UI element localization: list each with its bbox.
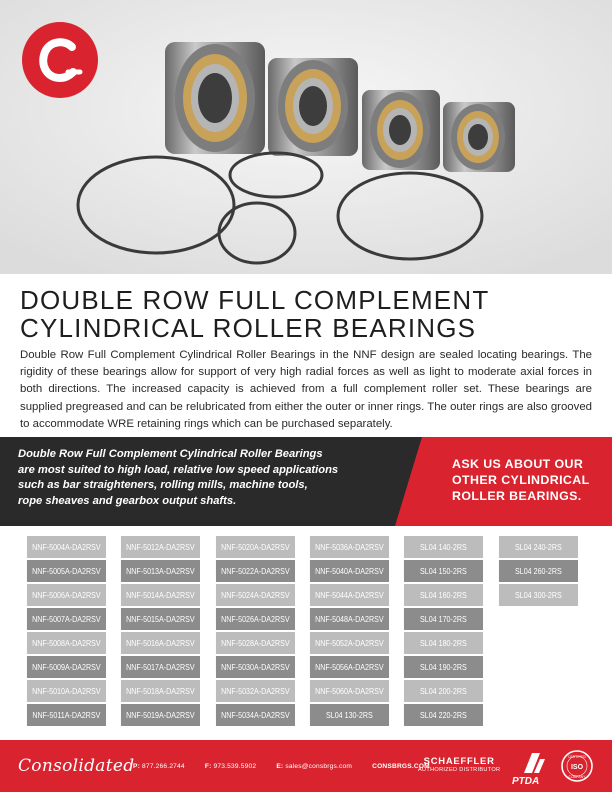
- schaeffler-badge: [418, 755, 500, 773]
- iso-top-text: CERTIFIED: [568, 755, 586, 759]
- page-title: [20, 286, 600, 342]
- phone-label: P:: [133, 763, 140, 770]
- part-number-cell: NNF-5044A-DA2RSV: [310, 584, 389, 606]
- part-number-cell: NNF-5040A-DA2RSV: [310, 560, 389, 582]
- part-number-cell: NNF-5014A-DA2RSV: [121, 584, 200, 606]
- email-item: [276, 763, 361, 770]
- part-number-cell: NNF-5028A-DA2RSV: [216, 632, 295, 654]
- iso-bottom-text: COMPANY: [568, 775, 586, 779]
- part-number-cell: SL04 220-2RS: [404, 704, 483, 726]
- ptda-logo-icon: [510, 749, 550, 787]
- part-number-cell: NNF-5008A-DA2RSV: [27, 632, 106, 654]
- title-line-2: CYLINDRICAL ROLLER BEARINGS: [20, 313, 477, 343]
- part-number-cell: NNF-5012A-DA2RSV: [121, 536, 200, 558]
- part-number-cell: NNF-5016A-DA2RSV: [121, 632, 200, 654]
- empty-cell: [499, 632, 578, 654]
- part-number-cell: NNF-5011A-DA2RSV: [27, 704, 106, 726]
- footer-bar: [0, 740, 612, 792]
- bearing-smallest: [443, 102, 515, 172]
- part-number-cell: NNF-5034A-DA2RSV: [216, 704, 295, 726]
- part-number-cell: NNF-5017A-DA2RSV: [121, 656, 200, 678]
- applications-line: rope sheaves and gearbox output shafts.: [18, 494, 237, 507]
- applications-line: Double Row Full Complement Cylindrical Roller Bearings: [18, 448, 323, 460]
- bearing-large: [165, 42, 265, 154]
- applications-line: are most suited to high load, relative low speed applications: [18, 463, 339, 476]
- website-link[interactable]: CONSBRGS.COM: [372, 763, 430, 770]
- iso-mid-text: ISO: [570, 764, 584, 771]
- ptda-text: PTDA: [512, 776, 540, 787]
- part-row: [20, 704, 586, 726]
- part-number-cell: NNF-5019A-DA2RSV: [121, 704, 200, 726]
- part-number-cell: NNF-5004A-DA2RSV: [27, 536, 106, 558]
- schaeffler-sub: AUTHORIZED DISTRIBUTOR: [418, 767, 501, 773]
- email-link[interactable]: sales@consbrgs.com: [285, 763, 353, 770]
- consolidated-c-logo-icon: [22, 22, 98, 98]
- part-row: [20, 536, 586, 558]
- contact-info: [133, 763, 430, 770]
- part-number-cell: NNF-5030A-DA2RSV: [216, 656, 295, 678]
- part-number-cell: NNF-5018A-DA2RSV: [121, 680, 200, 702]
- part-number-cell: SL04 190-2RS: [404, 656, 483, 678]
- bearing-medium: [268, 58, 358, 156]
- part-row: [20, 608, 586, 630]
- part-number-cell: NNF-5052A-DA2RSV: [310, 632, 389, 654]
- applications-line: such as bar straighteners, rolling mills, machine tools,: [18, 479, 308, 491]
- part-number-cell: NNF-5009A-DA2RSV: [27, 656, 106, 678]
- empty-cell: [499, 704, 578, 726]
- phone-number[interactable]: 877.266.2744: [142, 763, 185, 770]
- part-number-cell: NNF-5048A-DA2RSV: [310, 608, 389, 630]
- bearing-small: [362, 90, 440, 170]
- title-line-1: DOUBLE ROW FULL COMPLEMENT: [20, 285, 490, 315]
- empty-cell: [499, 680, 578, 702]
- part-number-cell: NNF-5022A-DA2RSV: [216, 560, 295, 582]
- part-number-cell: SL04 260-2RS: [499, 560, 578, 582]
- email-label: E:: [276, 763, 284, 770]
- ask-us-callout: [452, 456, 602, 504]
- fax-item: [205, 763, 265, 770]
- fax-number: 973.539.5902: [213, 763, 257, 770]
- fax-label: F:: [204, 763, 212, 770]
- part-number-cell: NNF-5020A-DA2RSV: [216, 536, 295, 558]
- part-number-cell: SL04 200-2RS: [404, 680, 483, 702]
- part-row: [20, 560, 586, 582]
- part-number-cell: SL04 170-2RS: [404, 608, 483, 630]
- part-row: [20, 632, 586, 654]
- part-number-cell: NNF-5005A-DA2RSV: [27, 560, 106, 582]
- part-number-cell: SL04 160-2RS: [404, 584, 483, 606]
- hero-photo: [0, 0, 612, 274]
- part-number-cell: NNF-5013A-DA2RSV: [121, 560, 200, 582]
- part-number-cell: SL04 130-2RS: [310, 704, 389, 726]
- part-number-cell: NNF-5015A-DA2RSV: [121, 608, 200, 630]
- part-number-cell: SL04 180-2RS: [404, 632, 483, 654]
- callout-line: OTHER CYLINDRICAL: [452, 473, 590, 487]
- part-number-cell: SL04 240-2RS: [499, 536, 578, 558]
- part-number-cell: NNF-5006A-DA2RSV: [27, 584, 106, 606]
- intro-paragraph: Double Row Full Complement Cylindrical Roller Bearings in the NNF design are sealed locating bearings. The rigidity of these bearings allow for support of very high radial forces as well as light to moderate axial forces in both directions. The increased capacity is achieved from a full complement roller set. These bearings are supplied pregreased and can be relubricated from either the outer or inner rings. The outer rings are also grooved to accommodate WRE retaining rings which can be purchased separately.: [20, 349, 592, 430]
- part-number-grid: [20, 536, 586, 728]
- part-number-cell: SL04 140-2RS: [404, 536, 483, 558]
- part-number-cell: NNF-5024A-DA2RSV: [216, 584, 295, 606]
- applications-text: [18, 447, 418, 509]
- callout-line: ROLLER BEARINGS.: [452, 489, 582, 503]
- phone-item: [133, 763, 194, 770]
- part-number-cell: NNF-5007A-DA2RSV: [27, 608, 106, 630]
- callout-line: ASK US ABOUT OUR: [452, 457, 584, 471]
- empty-cell: [499, 608, 578, 630]
- part-number-cell: SL04 300-2RS: [499, 584, 578, 606]
- part-row: [20, 584, 586, 606]
- part-number-cell: NNF-5032A-DA2RSV: [216, 680, 295, 702]
- part-number-cell: NNF-5056A-DA2RSV: [310, 656, 389, 678]
- consolidated-wordmark: Consolidated: [18, 756, 135, 776]
- part-number-cell: NNF-5026A-DA2RSV: [216, 608, 295, 630]
- part-row: [20, 656, 586, 678]
- part-number-cell: NNF-5010A-DA2RSV: [27, 680, 106, 702]
- iso-certified-badge-icon: [560, 749, 594, 783]
- schaeffler-name: SCHAEFFLER: [423, 755, 495, 766]
- empty-cell: [499, 656, 578, 678]
- part-row: [20, 680, 586, 702]
- part-number-cell: NNF-5060A-DA2RSV: [310, 680, 389, 702]
- promo-band: [0, 437, 612, 526]
- part-number-cell: NNF-5036A-DA2RSV: [310, 536, 389, 558]
- part-number-cell: SL04 150-2RS: [404, 560, 483, 582]
